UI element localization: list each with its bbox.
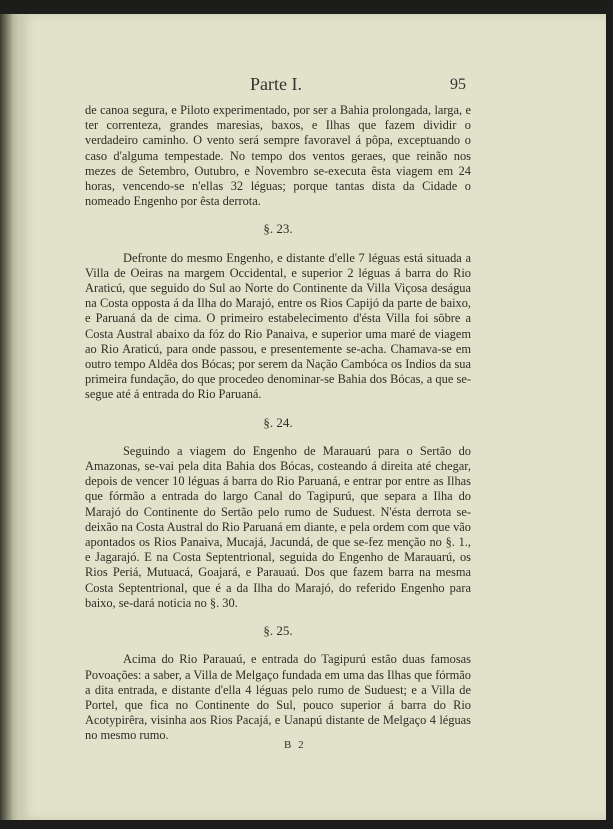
section-heading: §. 24. (263, 414, 293, 430)
paragraph: Seguindo a viagem do Engenho de Marauarú para o Sertão do Amazonas, se-vai pela dita Bahia dos Bócas, costeando á direita até chegar, depois de vencer 10 léguas á barra do Rio Paruaná, e entrar por entre as Ilhas que fórmão a entrada do largo Canal do Tagipurú, que separa a Ilha do Marajó do Continente do Sertão pelo rumo de Suduest. N'ésta derrota se-deixão na Costa Austral do Rio Paruaná em diante, e pela ordem com que vão apontados os Rios Panaiva, Mucajá, Jacundá, de que se-fez menção no §. 1., e Jagarajó. E na Costa Septentrional, seguida do Engenho de Marauarú, os Rios Periá, Mutuacá, Goajará, e Parauaú. Dos que fazem barra na mesma Costa Septentrional, que é a da Ilha do Marajó, do referido Engenho para baixo, se-dará noticia no §. 30. (85, 443, 471, 610)
body-text (85, 103, 471, 744)
paragraph: Defronte do mesmo Engenho, e distante d'elle 7 léguas está situada a Villa de Oeiras na margem Occidental, e superior 2 léguas á barra do Rio Araticú, que seguido do Sul ao Norte do Continente da Villa Viçosa deságua na Costa opposta á da Ilha do Marajó, entre os Rios Capijó da parte de baixo, e Paruaná da de cima. O primeiro estabelecimento d'ésta Villa foi sôbre a Costa Austral abaixo da fóz do Rio Panaiva, e superior uma maré de viagem ao Rio Araticú, para onde passou, e presentemente se-acha. Chamava-se em outro tempo Aldêa dos Bócas; por serem da Nação Cambóca os Indios da sua primeira fundação, do que procedeo denominar-se Bahia dos Bócas, a que se-segue até á entrada do Rio Paruaná. (85, 250, 471, 402)
running-title: Parte I. (250, 74, 302, 94)
paragraph: de canoa segura, e Piloto experimentado, por ser a Bahia prolongada, larga, e ter correnteza, grandes maresias, baxos, e Ilhas que fazem dividir o verdadeiro caminho. O vento será sempre favoravel á pôpa, exceptuando o caso d'alguma tempestade. No tempo dos ventos geraes, que reinão nos mezes de Setembro, Outubro, e Novembro se-executa êsta viagem em 24 horas, vencendo-se n'ellas 32 léguas; porque tantas dista da Cidade o nomeado Engenho por êsta derrota. (85, 103, 471, 209)
page-number: 95 (450, 76, 466, 93)
section-heading: §. 23. (263, 221, 293, 237)
left-page-edge (0, 14, 22, 820)
paragraph: Acima do Rio Parauaú, e entrada do Tagipurú estão duas famosas Povoações: a saber, a Villa de Melgaço fundada em uma das Ilhas que fórmão a dita entrada, e distante d'ella 4 léguas pelo rumo de Suduest; e a Villa de Portel, que fica no Continente do Sul, pouco superior á barra do Rio Acotypirêra, visinha aos Rios Pacajá, e Uanapú distante de Melgaço 4 léguas no mesmo rumo. (85, 652, 471, 743)
book-page (20, 14, 606, 820)
page-header (20, 70, 606, 100)
signature-mark: B 2 (284, 739, 306, 751)
section-heading: §. 25. (263, 623, 293, 639)
